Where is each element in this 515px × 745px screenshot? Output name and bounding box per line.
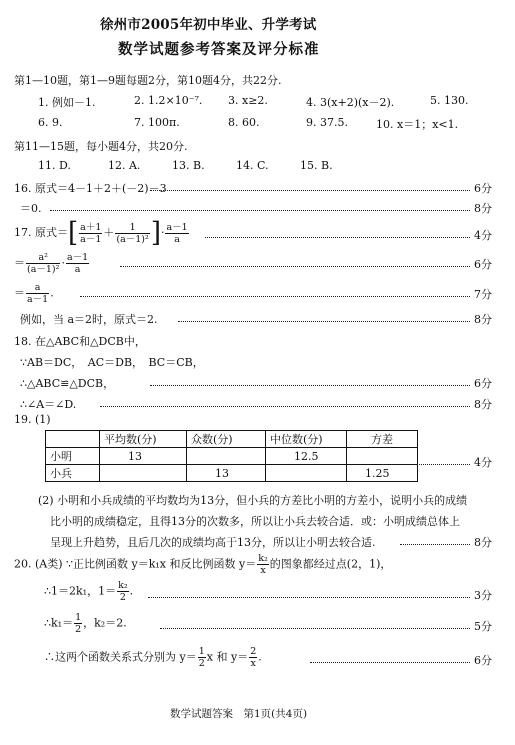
q19-part2-line3: 呈现上升趋势，且后几次的成绩均高于13分，所以让小明去较合适.: [50, 536, 376, 549]
table-header-cell: 众数(分): [187, 431, 266, 448]
table-cell: [347, 448, 418, 465]
q17-leader1: [205, 237, 470, 238]
q17-line1: 17. 原式＝[ $\frac{a+1}{a-1}$ ＋ $\frac{1}{\text{(a－1)²}}$ ]· $\frac{a-1}{a}$: [14, 217, 188, 249]
page-subtitle: 数学试题参考答案及评分标准: [118, 41, 320, 58]
q19-part2-line2: 比小明的成绩稳定，且得13分的次数多，所以让小兵去较合适．或：小明成绩总体上: [50, 515, 460, 528]
table-header-cell: [46, 431, 100, 448]
q16-line1: 16. 原式＝4－1＋2＋(－2)－3: [14, 182, 167, 195]
answer-1: 1. 例如－1.: [38, 96, 96, 109]
table-cell: 小兵: [46, 465, 100, 482]
q17-line2: ＝ $\frac{\text{a²}}{\text{(a－1)²}}$ · $\frac{a-1}{a}$: [14, 252, 89, 275]
table-header-cell: 方差: [347, 431, 418, 448]
q20-line1: 20. (A类) ∵正比例函数 y＝k₁x 和反比例函数 y＝ $\frac{\text{k₂}}{x}$ 的图象都经过点(2，1)，: [14, 553, 392, 576]
q17-frac6: $\frac{a}{a-1}$: [27, 282, 49, 305]
q16-leader2: [50, 210, 470, 211]
q20-score1: 3分: [474, 589, 492, 602]
table-cell: 1.25: [347, 465, 418, 482]
q20-score2: 5分: [474, 620, 492, 633]
q16-score1: 6分: [474, 182, 492, 195]
q16-leader1: [150, 190, 470, 191]
table-header-cell: 中位数(分): [266, 431, 347, 448]
q20-line2: ∴1＝2k₁，1＝ $\frac{\text{k₂}}{2}$ .: [44, 580, 134, 603]
q16-score2: 8分: [474, 202, 492, 215]
right-bracket: ]: [150, 217, 161, 249]
answer-9: 9. 37.5.: [306, 116, 348, 129]
q17-score3: 7分: [474, 288, 492, 301]
score-table: [45, 430, 418, 482]
q17-leader3: [80, 296, 470, 297]
table-cell: 小明: [46, 448, 100, 465]
q20-score3: 6分: [474, 654, 492, 667]
q17-frac2: $\frac{1}{\text{(a－1)²}}$: [116, 221, 149, 245]
q18-line2: ∵AB＝DC， AC＝DB， BC＝CB，: [20, 356, 204, 369]
section1-note: 第1—10题，第1—9题每题2分，第10题4分，共22分.: [14, 74, 282, 87]
page-footer: 数学试题答案 第1页(共4页): [170, 708, 308, 720]
table-cell: [100, 465, 187, 482]
q18-score2: 8分: [474, 398, 492, 411]
answer-11: 11. D.: [38, 159, 71, 172]
q19-label: 19. (1): [14, 413, 51, 426]
table-cell: [266, 465, 347, 482]
answer-15: 15. B.: [300, 159, 333, 172]
q20-line4: ∴这两个函数关系式分别为 y＝ $\frac{1}{2}$ x 和 y＝ $\frac{2}{x}$ .: [44, 646, 262, 669]
table-header-row: [46, 431, 418, 448]
q17-score2: 6分: [474, 258, 492, 271]
table-row: [46, 465, 418, 482]
q17-label: 17. 原式＝: [14, 226, 68, 239]
table-row: [46, 448, 418, 465]
q19-score2: 8分: [474, 536, 492, 549]
q20-frac3: $\frac{1}{2}$: [75, 612, 82, 635]
q20-frac2: $\frac{\text{k₂}}{2}$: [118, 580, 128, 603]
q20-leader3: [310, 662, 470, 663]
q17-frac3: $\frac{a-1}{a}$: [166, 221, 188, 245]
answer-6: 6. 9.: [38, 116, 63, 129]
q18-leader1: [150, 385, 470, 386]
q19-leader1: [382, 464, 470, 465]
answer-13: 13. B.: [172, 159, 205, 172]
answer-4: 4. 3(x+2)(x－2).: [306, 96, 395, 109]
q17-example: 例如，当 a＝2时，原式＝2.: [20, 313, 158, 326]
answer-3: 3. x≥2.: [228, 94, 268, 107]
q20-leader1: [148, 597, 470, 598]
q18-line4: ∴∠A＝∠D.: [20, 398, 77, 411]
q17-leader4: [178, 321, 470, 322]
answer-14: 14. C.: [236, 159, 269, 172]
q20-leader2: [160, 628, 470, 629]
page-title: 徐州市2005年初中毕业、升学考试: [100, 17, 317, 33]
table-header-cell: 平均数(分): [100, 431, 187, 448]
table-cell: 13: [100, 448, 187, 465]
q17-frac1: $\frac{a+1}{a-1}$: [80, 221, 102, 245]
answer-8: 8. 60.: [228, 116, 260, 129]
left-bracket: [: [68, 217, 79, 249]
q17-frac5: $\frac{a-1}{a}$: [66, 252, 89, 275]
answer-12: 12. A.: [108, 159, 141, 172]
q19-part2-line1: (2) 小明和小兵成绩的平均数均为13分，但小兵的方差比小明的方差小，说明小兵的成绩: [38, 494, 468, 507]
q18-score1: 6分: [474, 377, 492, 390]
answer-10: 10. x＝1；x<1.: [376, 118, 459, 131]
table-cell: [187, 448, 266, 465]
q17-frac4: $\frac{\text{a²}}{\text{(a－1)²}}$: [27, 252, 60, 275]
q17-leader2: [120, 266, 470, 267]
q20-frac5: $\frac{2}{x}$: [250, 646, 257, 669]
answer-5: 5. 130.: [430, 94, 469, 107]
q18-line3: ∴△ABC≌△DCB，: [20, 377, 115, 390]
q17-line3: ＝ $\frac{a}{a-1}$ .: [14, 282, 54, 305]
q20-frac4: $\frac{1}{2}$: [198, 646, 205, 669]
answer-7: 7. 100π.: [134, 116, 180, 129]
q17-score1: 4分: [474, 229, 492, 242]
q17-score4: 8分: [474, 313, 492, 326]
q18-leader2: [100, 406, 470, 407]
q19-score1: 4分: [474, 456, 492, 469]
table-cell: 13: [187, 465, 266, 482]
q19-leader2: [400, 544, 470, 545]
q20-line3: ∴k₁＝ $\frac{1}{2}$ ，k₂＝2.: [44, 612, 127, 635]
q20-frac1: $\frac{\text{k₂}}{x}$: [258, 553, 268, 576]
section2-note: 第11—15题，每小题4分，共20分.: [14, 140, 188, 153]
q18-line1: 18. 在△ABC和△DCB中，: [14, 335, 146, 348]
table-cell: 12.5: [266, 448, 347, 465]
answer-2: 2. 1.2×10⁻⁷.: [134, 94, 203, 107]
q16-line2: ＝0.: [20, 202, 42, 215]
